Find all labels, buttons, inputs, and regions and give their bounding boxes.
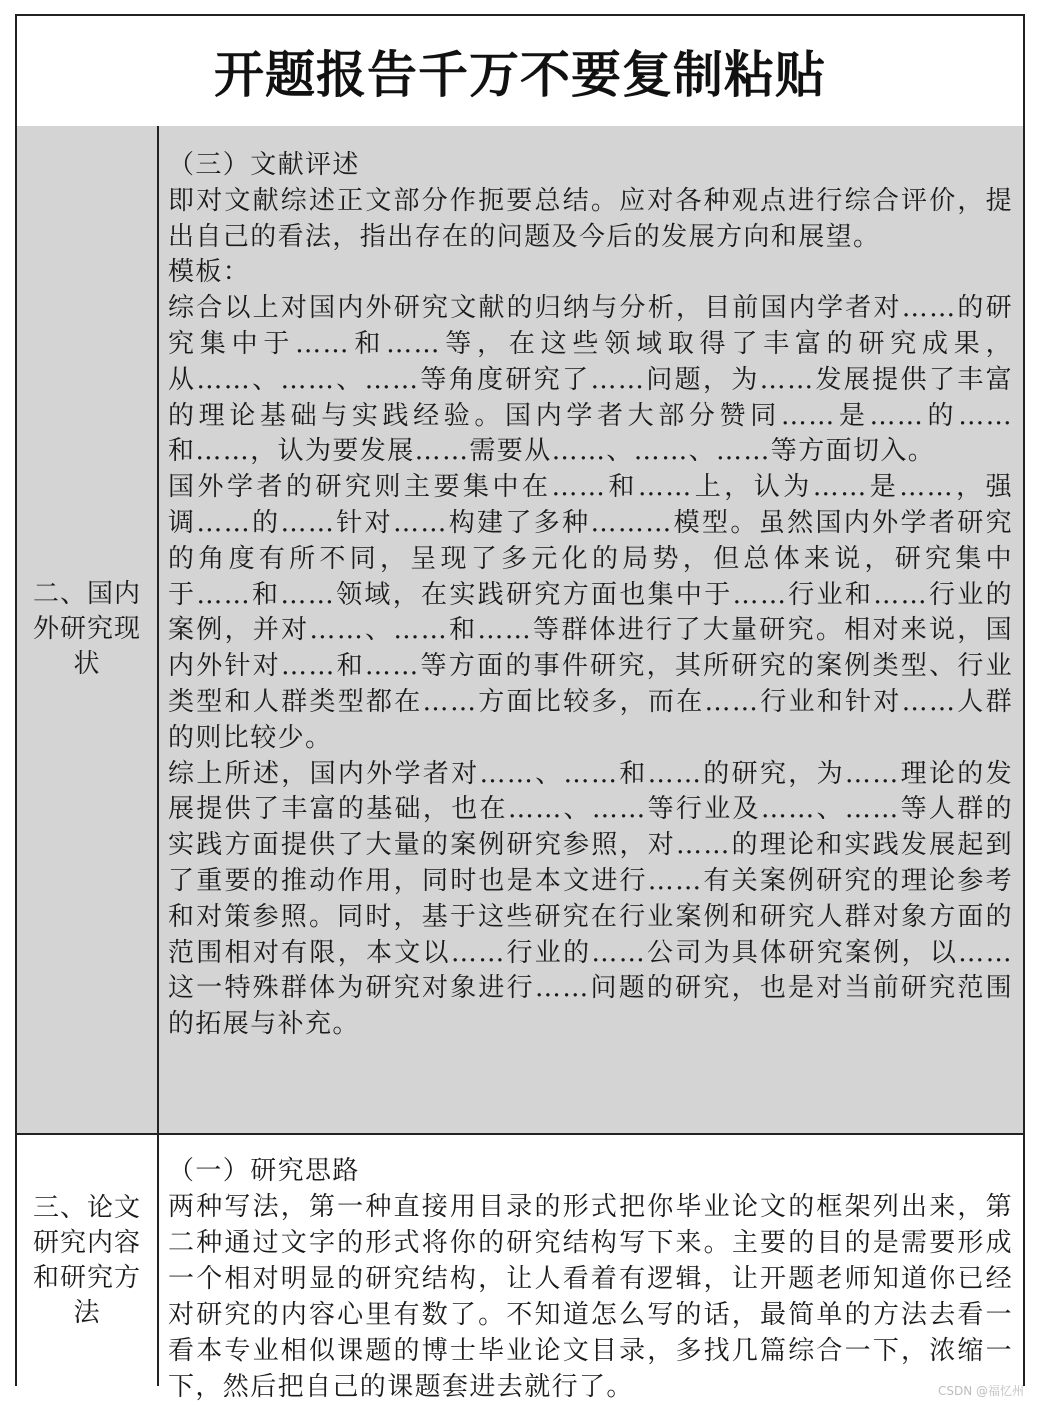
paragraph: 即对文献综述正文部分作扼要总结。应对各种观点进行综合评价，提出自己的看法，指出存在的问题及今后的发展方向和展望。: [168, 185, 1013, 252]
section-row-domestic-foreign-status: [17, 126, 1023, 1135]
section-label: 二、国内外研究现状: [32, 579, 141, 679]
section-label-cell: [17, 126, 159, 1133]
watermark: CSDN @福忆州: [937, 1384, 1024, 1398]
section-heading: （三）文献评述: [168, 150, 360, 180]
paragraph: 综上所述，国内外学者对……、……和……的研究，为……理论的发展提供了丰富的基础，也在……、……等行业及……、……等人群的实践方面提供了大量的案例研究参照，对……的理论和实践发展起到了重要的推动作用，同时也是本文进行……有关案例研究的理论参考和对策参照。同时，基于这些研究在行业案例和研究人群对象方面的范围相对有限，本文以……行业的……公司为具体研究案例，以……这一特殊群体为研究对象进行……问题的研究，也是对当前研究范围的拓展与补充。: [168, 758, 1013, 1040]
section-content-cell: [161, 126, 1023, 1133]
paragraph: 模板：: [168, 257, 251, 288]
section-label: 三、论文研究内容和研究方法: [32, 1192, 141, 1328]
paragraph: 两种写法，第一种直接用目录的形式把你毕业论文的框架列出来，第二种通过文字的形式将你的研究结构写下来。主要的目的是需要形成一个相对明显的研究结构，让人看着有逻辑，让开题老师知道你已经对研究的内容心里有数了。不知道怎么写的话，最简单的方法去看一看本专业相似课题的博士毕业论文目录，多找几篇综合一下，浓缩一下，然后把自己的课题套进去就行了。: [168, 1192, 1013, 1402]
title-row: [17, 16, 1023, 128]
section-label-cell: [17, 1135, 159, 1386]
page-title: 开题报告千万不要复制粘贴: [214, 46, 826, 104]
paragraph: 国外学者的研究则主要集中在……和……上，认为……是……，强调……的……针对……构建了多种………模型。虽然国内外学者研究的角度有所不同，呈现了多元化的局势，但总体来说，研究集中于……和……领域，在实践研究方面也集中于……行业和……行业的案例，并对……、……和……等群体进行了大量研究。相对来说，国内外针对……和……等方面的事件研究，其所研究的案例类型、行业类型和人群类型都在……方面比较多，而在……行业和针对……人群的则比较少。: [168, 472, 1013, 753]
section-heading: （一）研究思路: [168, 1156, 360, 1186]
paragraph: 综合以上对国内外研究文献的归纳与分析，目前国内学者对……的研究集中于……和……等，在这些领域取得了丰富的研究成果，从……、……、……等角度研究了……问题，为……发展提供了丰富的理论基础与实践经验。国内学者大部分赞同……是……的……和……，认为要发展……需要从……、……、……等方面切入。: [168, 293, 1013, 467]
